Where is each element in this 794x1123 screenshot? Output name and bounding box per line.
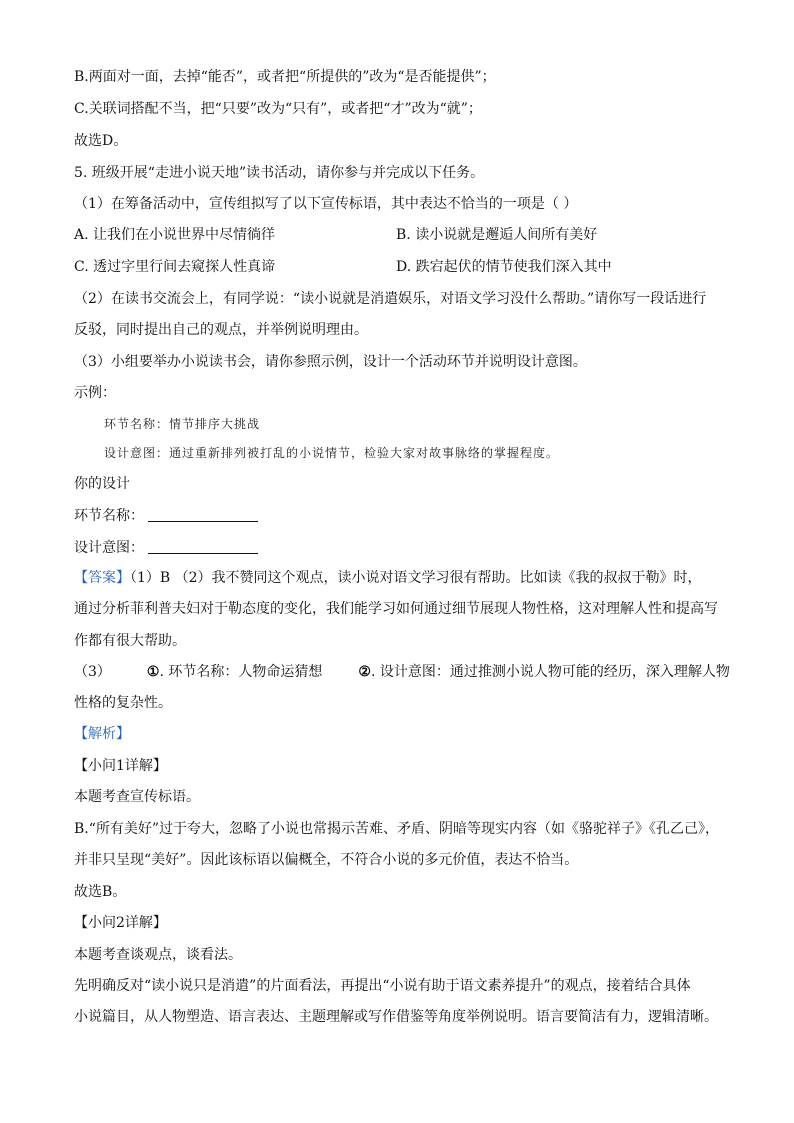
answer-line: 通过分析菲利普夫妇对于勒态度的变化，我们能学习如何通过细节展现人物性格，这对理解人性和提高写: [74, 601, 718, 617]
answer-text: （3）: [74, 664, 111, 680]
answer-line: [74, 662, 730, 682]
answer-line: [74, 568, 702, 588]
question-5-2-cont: 反驳，同时提出自己的观点，并举例说明理由。: [74, 322, 368, 338]
analysis-line: 本题考查谈观点，谈看法。: [74, 947, 242, 963]
option-d: D. 跌宕起伏的情节使我们深入其中: [396, 259, 612, 275]
sub-question-title: 【小问1详解】: [74, 758, 167, 774]
text-line: C.关联词搭配不当，把“只要”改为“只有”，或者把“才”改为“就”；: [74, 101, 482, 117]
option-c: C. 透过字里行间去窥探人性真谛: [74, 259, 276, 275]
field-label: 设计意图：: [74, 540, 144, 556]
text-line: 故选D。: [74, 133, 128, 149]
answer-line: 性格的复杂性。: [74, 695, 172, 711]
analysis-line: 先明确反对“读小说只是消遣”的片面看法，再提出“小说有助于语文素养提升”的观点，接着结合具体: [74, 978, 691, 994]
example-line: 设计意图：通过重新排列被打乱的小说情节，检验大家对故事脉络的掌握程度。: [104, 446, 560, 460]
question-5-1: （1）在筹备活动中，宣传组拟写了以下宣传标语，其中表达不恰当的一项是（ ）: [74, 196, 578, 212]
analysis-line: 本题考查宣传标语。: [74, 789, 200, 805]
field-label: 环节名称：: [74, 508, 144, 524]
question-5-3: （3）小组要举办小说读书会，请你参照示例，设计一个活动环节并说明设计意图。: [74, 354, 587, 370]
your-design-label: 你的设计: [74, 476, 130, 492]
question-5-title: 5. 班级开展“走进小说天地”读书活动，请你参与并完成以下任务。: [74, 165, 485, 181]
design-name-field: [74, 506, 258, 526]
marker-two: ②: [358, 664, 371, 680]
analysis-line: B.“所有美好”过于夸大，忽略了小说也常揭示苦难、矛盾、阴暗等现实内容（如《骆驼祥子》《孔乙己》，: [74, 821, 720, 837]
answer-text: . 设计意图：通过推测小说人物可能的经历，深入理解人物: [370, 664, 730, 680]
example-label: 示例：: [74, 385, 116, 401]
option-a: A. 让我们在小说世界中尽情徜徉: [74, 227, 276, 243]
analysis-tag: 【解析】: [74, 726, 130, 742]
blank-line: [148, 539, 258, 554]
answer-text: （1）B （2）我不赞同这个观点，读小说对语文学习很有帮助。比如读《我的叔叔于勒》时，: [130, 570, 702, 586]
answer-text: . 环节名称：人物命运猜想: [159, 664, 323, 680]
marker-one: ①: [146, 664, 160, 680]
sub-question-title: 【小问2详解】: [74, 915, 167, 931]
option-b: B. 读小说就是邂逅人间所有美好: [396, 227, 598, 243]
example-line: 环节名称：情节排序大挑战: [104, 417, 261, 431]
blank-line: [148, 507, 258, 522]
text-line: B.两面对一面，去掉“能否”，或者把“所提供的”改为“是否能提供”；: [74, 69, 496, 85]
analysis-line: 并非只呈现“美好”。因此该标语以偏概全，不符合小说的多元价值，表达不恰当。: [74, 852, 579, 868]
analysis-line: 故选B。: [74, 884, 127, 900]
answer-line: 作都有很大帮助。: [74, 633, 186, 649]
answer-tag: 【答案】: [74, 570, 130, 586]
design-intent-field: [74, 538, 258, 558]
analysis-line: 小说篇目，从人物塑造、语言表达、主题理解或写作借鉴等角度举例说明。语言要简洁有力，逻辑清晰。: [74, 1009, 718, 1025]
question-5-2: （2）在读书交流会上，有同学说：“读小说就是消遣娱乐，对语文学习没什么帮助。”请你写一段话进行: [74, 291, 707, 307]
